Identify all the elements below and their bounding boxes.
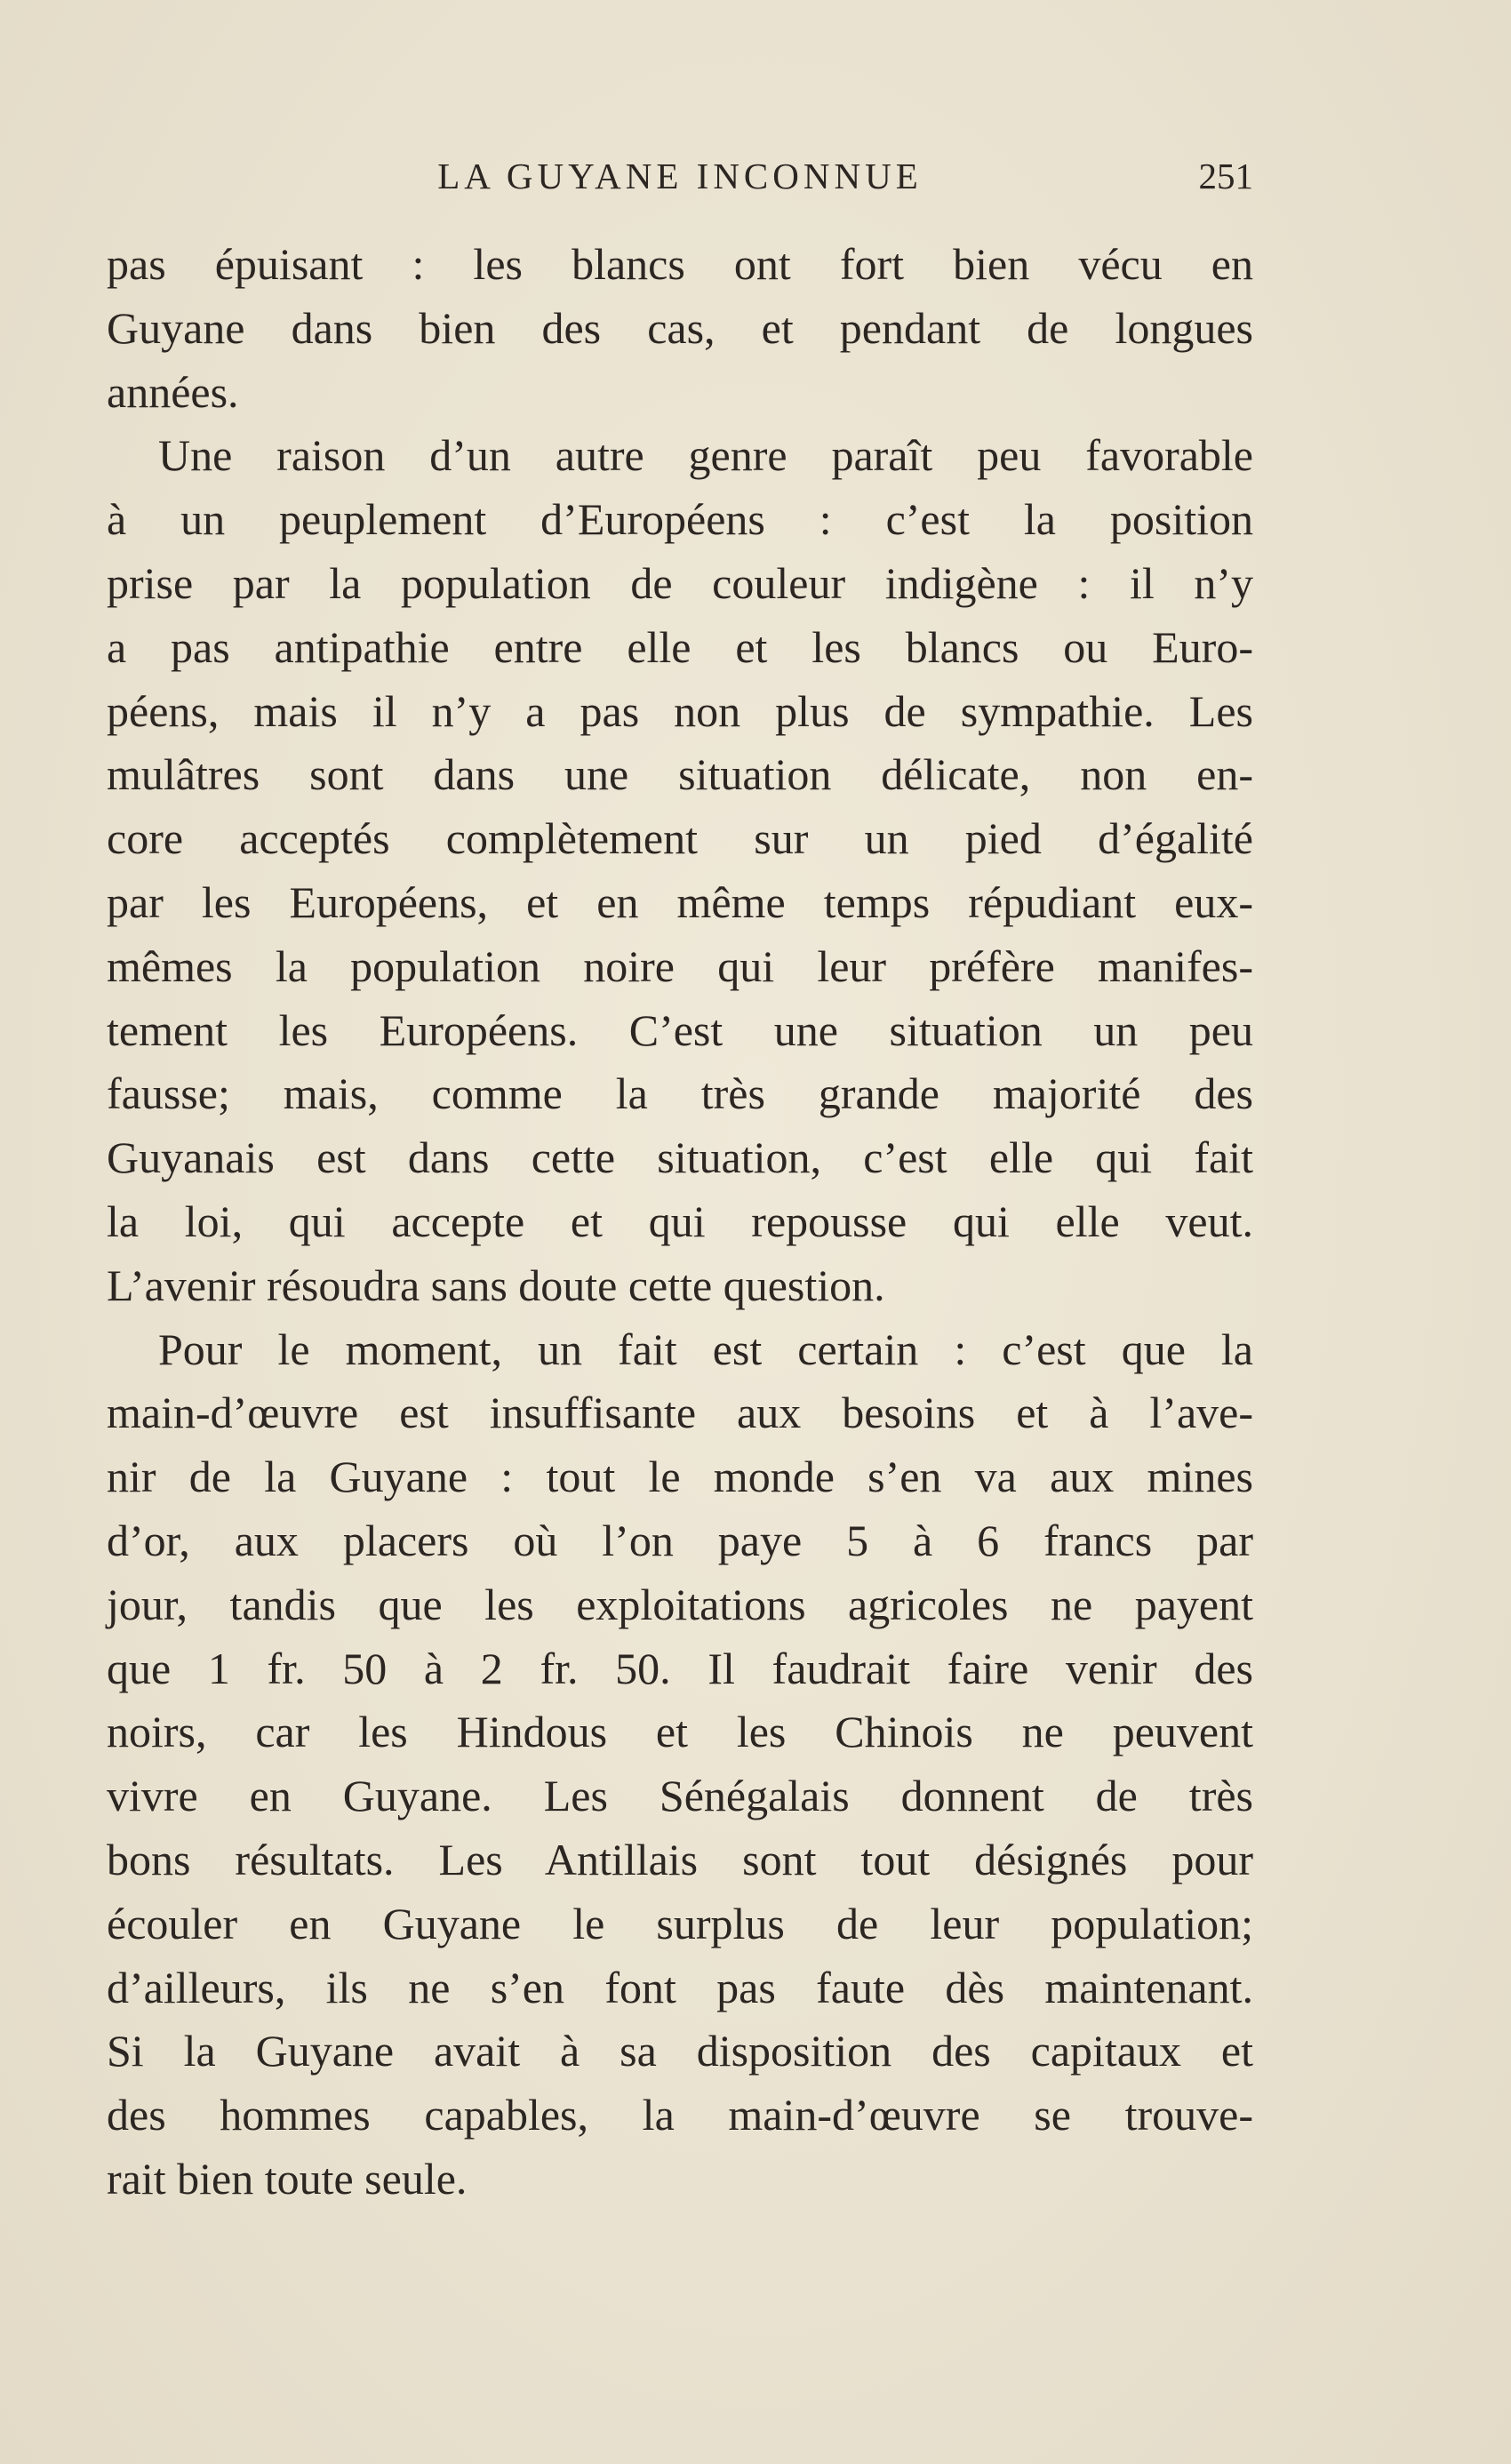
- text-line: mêmes la population noire qui leur préfère manifes-: [107, 940, 1253, 991]
- text-line: péens, mais il n’y a pas non plus de sympathie. Les: [107, 685, 1253, 736]
- text-line: d’ailleurs, ils ne s’en font pas faute dès maintenant.: [107, 1962, 1253, 2012]
- text-line: nir de la Guyane : tout le monde s’en va aux mines: [107, 1452, 1253, 1502]
- text-line: mulâtres sont dans une situation délicate, non en-: [107, 749, 1253, 800]
- text-line: core acceptés complètement sur un pied d’égalité: [107, 813, 1253, 864]
- text-line: L’avenir résoudra sans doute cette question.: [107, 1260, 885, 1310]
- text-line: rait bien toute seule.: [107, 2153, 468, 2204]
- text-line: Guyanais est dans cette situation, c’est elle qui fait: [107, 1132, 1253, 1183]
- page-number: 251: [1198, 156, 1253, 196]
- text-line: Pour le moment, un fait est certain : c’est que la: [158, 1324, 1253, 1374]
- text-line: fausse; mais, comme la très grande majorité des: [107, 1068, 1253, 1119]
- text-line: années.: [107, 366, 239, 417]
- text-line: écouler en Guyane le surplus de leur population;: [107, 1898, 1253, 1948]
- text-line: bons résultats. Les Antillais sont tout désignés pour: [107, 1834, 1253, 1884]
- text-line: Une raison d’un autre genre paraît peu favorable: [158, 430, 1253, 481]
- text-line: a pas antipathie entre elle et les blancs ou Euro-: [107, 621, 1253, 672]
- running-title: LA GUYANE INCONNUE: [437, 156, 923, 196]
- text-line: que 1 fr. 50 à 2 fr. 50. Il faudrait faire venir des: [107, 1643, 1253, 1693]
- text-line: noirs, car les Hindous et les Chinois ne peuvent: [107, 1707, 1253, 1757]
- running-head: [107, 149, 1253, 203]
- text-line: Guyane dans bien des cas, et pendant de longues: [107, 302, 1253, 353]
- body-text: [107, 233, 1253, 2212]
- text-line: d’or, aux placers où l’on paye 5 à 6 francs par: [107, 1515, 1253, 1565]
- text-line: jour, tandis que les exploitations agricoles ne payent: [107, 1579, 1253, 1629]
- text-line: tement les Européens. C’est une situation un peu: [107, 1004, 1253, 1055]
- text-line: la loi, qui accepte et qui repousse qui elle veut.: [107, 1196, 1253, 1246]
- text-line: pas épuisant : les blancs ont fort bien vécu en: [107, 239, 1253, 289]
- text-line: à un peuplement d’Européens : c’est la position: [107, 494, 1253, 545]
- text-line: Si la Guyane avait à sa disposition des capitaux et: [107, 2026, 1253, 2076]
- text-line: prise par la population de couleur indigène : il n’y: [107, 557, 1253, 608]
- text-line: main-d’œuvre est insuffisante aux besoins et à l’ave-: [107, 1388, 1253, 1438]
- text-line: par les Européens, et en même temps répudiant eux-: [107, 876, 1253, 927]
- text-line: des hommes capables, la main-d’œuvre se trouve-: [107, 2090, 1253, 2140]
- text-line: vivre en Guyane. Les Sénégalais donnent de très: [107, 1771, 1253, 1821]
